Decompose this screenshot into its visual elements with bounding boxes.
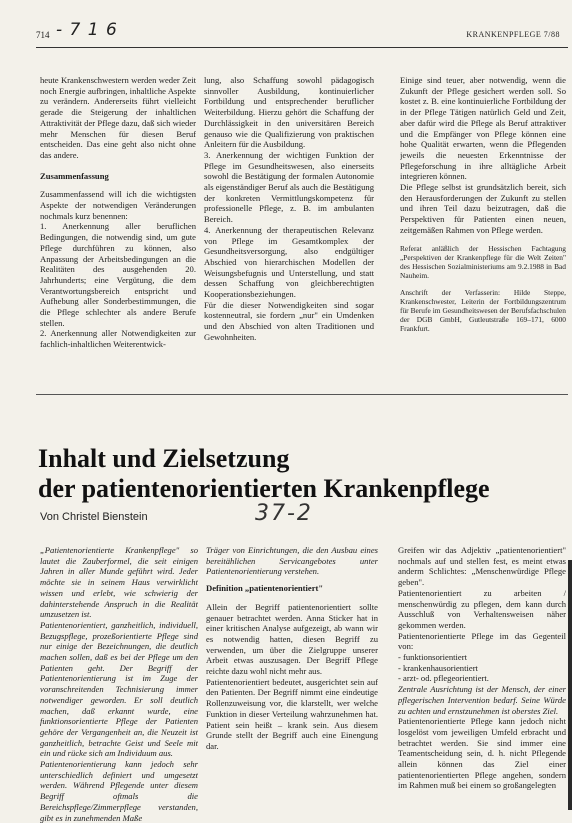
- list-item: 4. Anerkennung der therapeutischen Relevanz von Pflege im Gesamtkomplex der Gesundheitsversorgung, also endgültiger Abschied von hierarchischen Modellen der Weisungsbefugnis und Unterstellung, und statt dessen Schaffung von gleichberechtigten Kooperationsbeziehungen.: [204, 224, 374, 300]
- lower-column-2: [206, 545, 378, 752]
- page-header: [36, 20, 564, 44]
- upper-column-2: [204, 75, 374, 343]
- handwritten-page-number: - 7 1 6: [56, 20, 118, 40]
- paragraph: Patientenorientiert, ganzheitlich, individuell, Bezugspflege, prozeßorientierte Pflege sind nur einige der Bezeichnungen, die deutlich machen sollen, daß es bei der Pflege um den Patienten geht. Der Begriff der Patientenorientierung ist im Zuge der voranschreitenden Technisierung immer notwendiger geworden. Er soll deutlich machen, daß erkannt wurde, eine funktionsorientierte Pflege der Patienten gehöre der Vergangenheit an, die Neuzeit ist ganzheitlich, betrachte Geist und Seele mit ein und rücke sich am Individuum aus.: [40, 619, 198, 759]
- paragraph: Patientenorientierte Pflege kann jedoch nicht losgelöst vom jeweiligen Umfeld erbracht und betrachtet werden. Sie sind immer eine Teamentscheidung sein, d. h. nicht Pflegende allein können das Ziel einer patientenorientierten Pflege angehen, sondern im Rahmen muß bei einem so großangelegten: [398, 716, 566, 791]
- list-item: 1. Anerkennung aller beruflichen Bedingungen, die notwendig sind, um gute Pflege durchführen zu können, also Anpassung der Arbeitsbedingungen an die Realitäten des ausgehenden 20. Jahrhunderts; eine Vergütung, die dem Verantwortungsbereich entspricht und Aufhebung aller Sonderbestimmungen, die die Pflege schlechter als andere Berufe stellen.: [40, 221, 196, 328]
- list-item: 3. Anerkennung der wichtigen Funktion der Pflege im Gesundheitswesen, also einerseits sowohl die Bestätigung der formalen Autonomie als eigenständiger Beruf als auch die Bestätigung der konkreten Vermittlungskompetenz für professionelle Pflege, z. B. im ambulanten Bereich.: [204, 149, 374, 225]
- page-number: 714: [36, 30, 50, 40]
- list-item: 2. Anerkennung aller Notwendigkeiten zur fachlich-inhaltlichen Weiterentwick-: [40, 328, 196, 350]
- scan-edge-shadow: [568, 560, 572, 810]
- paragraph: Träger von Einrichtungen, die den Ausbau eines bereitählichen Servicangebotes unter Patientenorientierung verstehen.: [206, 545, 378, 577]
- paragraph: Zusammenfassend will ich die wichtigsten Aspekte der notwendigen Veränderungen nochmals kurz benennen:: [40, 189, 196, 221]
- paragraph: Patientenorientierung kann jedoch sehr unterschiedlich definiert und umgesetzt werden. Während Pflegende unter diesem Begriff oftmals die Bereichspflege/Zimmerpflege verstanden, gibt es in zunehmenden Maße: [40, 759, 198, 823]
- section-divider: [36, 394, 568, 395]
- paragraph: Einige sind teuer, aber notwendig, wenn die Zukunft der Pflege gesichert werden soll. So kostet z. B. eine kontinuierliche Fortbildung der in der Pflege Tätigen natürlich Geld und Zeit, aber dafür wird die Pflege als Beruf attraktiver und die Empfänger von Pflege können eine hohe Qualität erwarten, wenn die Pflegenden jeweils die neuesten Erkenntnisse der Pflegeforschung in ihre alltägliche Arbeit integrieren können.: [400, 75, 566, 182]
- paragraph: Zentrale Ausrichtung ist der Mensch, der einer pflegerischen Intervention bedarf. Seine Würde zu achten und ernstzunehmen ist oberstes Ziel.: [398, 684, 566, 716]
- paragraph: lung, also Schaffung sowohl pädagogisch sinnvoller Ausbildung, kontinuierlicher Fortbildung und entsprechender beruflicher Weiterbildung. Hierzu gehört die Schaffung der Durchlässigkeit in den universitären Bereich genauso wie die Qualifizierung von praktischen Anleitern für die Ausbildung.: [204, 75, 374, 150]
- title-line: der patientenorientierten Krankenpflege: [38, 474, 490, 503]
- paragraph: Greifen wir das Adjektiv „patientenorientiert" nochmals auf und stellen fest, es meint etwas anderm Schlichtes: „Menschenwürdige Pflege geben".: [398, 545, 566, 588]
- header-rule: [36, 47, 568, 48]
- lower-column-1: [40, 545, 198, 823]
- section-heading: Zusammenfassung: [40, 170, 109, 181]
- article-author: Von Christel Bienstein: [40, 511, 148, 523]
- paragraph: Für die dieser Notwendigkeiten sind sogar kostenneutral, sie fordern „nur" ein Umdenken und den Abschied von alten Traditionen und Gewohnheiten.: [204, 299, 374, 342]
- upper-column-3: [400, 75, 566, 333]
- lower-column-3: [398, 545, 566, 791]
- paragraph: heute Krankenschwestern werden weder Zeit noch Energie aufbringen, inhaltliche Aspekte zu verändern. Andererseits führt vielleicht gerade die Steigerung der inhaltlichen Attraktivität der Pflege dazu, daß sich wieder mehr Menschen für diesen Beruf entscheiden. Das eine geht also nicht ohne das andere.: [40, 75, 196, 160]
- list-item: - arzt- od. pflegeorientiert.: [398, 673, 489, 684]
- paragraph: Patientenorientiert zu arbeiten / menschenwürdig zu pflegen, dem kann durch Ausschluß von Verhaltensweisen näher gekommen werden.: [398, 587, 566, 630]
- journal-running-head: KRANKENPFLEGE 7/88: [466, 30, 560, 39]
- list-item: - funktionsorientiert: [398, 652, 467, 663]
- title-line: Inhalt und Zielsetzung: [38, 444, 290, 473]
- paragraph: Allein der Begriff patientenorientiert sollte genauer betrachtet werden. Anna Sticker hat in einer kritischen Analyse aufgezeigt, ab wann wir es notwendig hatten, diesen Begriff zu verwenden, um über die Zielgruppe unserer Arbeit etwas auszusagen. Der Begriff Pflege reichte dazu wohl nicht mehr aus.: [206, 601, 378, 677]
- paragraph: „Patientenorientierte Krankenpflege" so lautet die Zauberformel, die seit einigen Jahren in aller Munde geführt wird. Jeder möchte sie in seinem Haus verwirklicht wissen und erlebt, wie schwierig der dahinterstehende Anspruch in die Realität umzusetzen ist.: [40, 545, 198, 620]
- paragraph: Die Pflege selbst ist grundsätzlich bereit, sich den Herausforderungen der Zukunft zu stellen und ihren Teil dazu beizutragen, daß die Perspektiven für Patienten einen neuen, zeitgemäßen Rahmen von Pflege werden.: [400, 182, 566, 235]
- handwritten-code: 37-2: [255, 501, 313, 526]
- paragraph: Patientenorientiert bedeutet, ausgerichtet sein auf den Patienten. Der Begriff nimmt eine eindeutige Rollenzuweisung vor, die klarstellt, wer welche Funktion in dieser Verteilung wahrzunehmen hat. Patient sein heißt – krank sein. Aus diesem Grunde stellt der Begriff auch eine Einengung dar.: [206, 676, 378, 751]
- upper-column-1: [40, 75, 196, 350]
- footnote: Referat anläßlich der Hessischen Fachtagung „Perspektiven der Krankenpflege für die Welt Zeiten" des Hessischen Sozialministeriums am 9.2.1988 in Bad Nauheim.: [400, 243, 566, 280]
- author-address: Anschrift der Verfasserin: Hilde Steppe, Krankenschwester, Leiterin der Fortbildungszentrum für Berufe im Gesundheitswesen der Berufsfachschulen der DGB GmbH, Gutleutstraße 169–171, 6000 Frankfurt.: [400, 287, 566, 333]
- list-item: - krankenhausorientiert: [398, 662, 478, 673]
- article-title: [38, 444, 558, 504]
- section-heading: Definition „patientenorientiert": [206, 583, 324, 594]
- paragraph: Patientenorientierte Pflege im das Gegenteil von:: [398, 630, 566, 652]
